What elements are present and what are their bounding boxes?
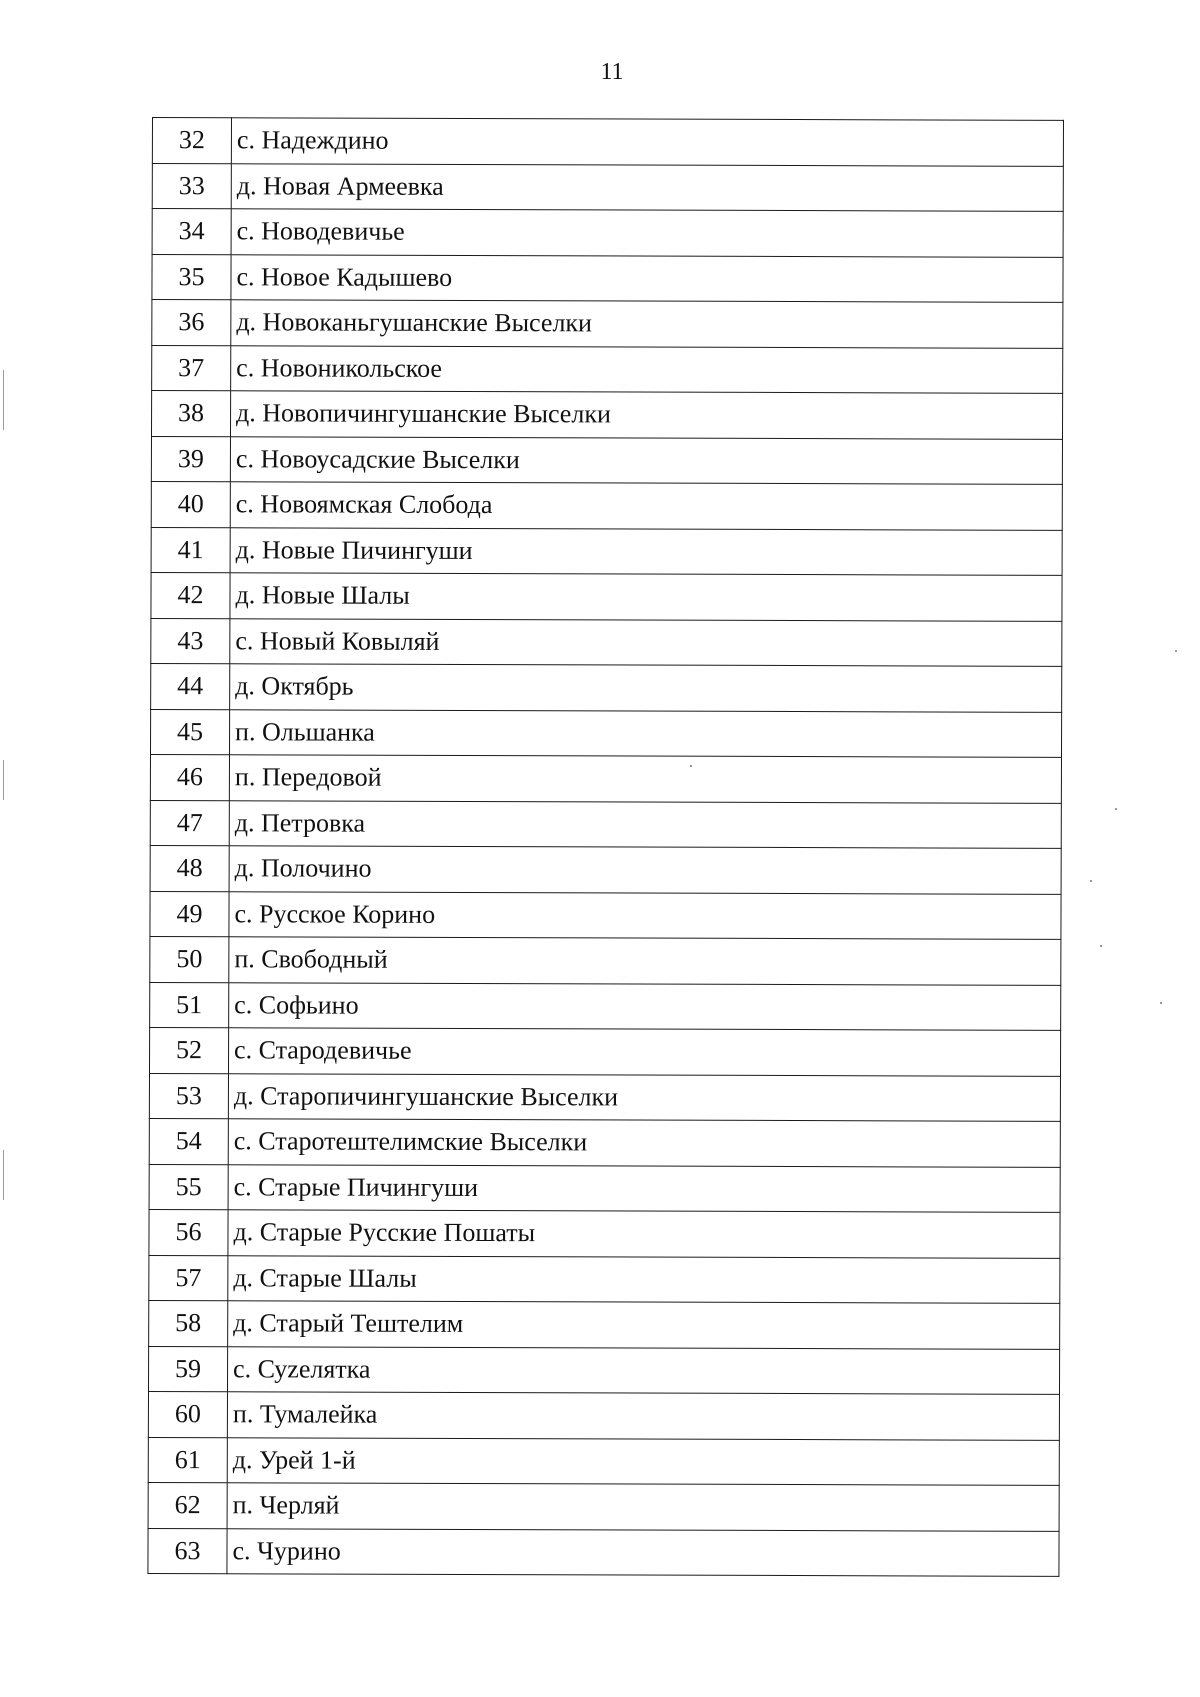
settlement-name: д. Старый Тештелим xyxy=(228,1301,1060,1349)
row-number: 40 xyxy=(151,481,230,527)
settlement-name: с. Старые Пичингуши xyxy=(228,1164,1060,1212)
scan-edge-mark xyxy=(3,370,4,430)
row-number: 56 xyxy=(149,1209,228,1255)
row-number: 38 xyxy=(151,391,230,437)
table-row xyxy=(149,1255,1060,1303)
table-row xyxy=(151,618,1062,666)
settlement-name: д. Новые Шалы xyxy=(230,573,1062,621)
scan-edge-mark xyxy=(3,1150,4,1200)
settlement-name: д. Новая Армеевка xyxy=(231,163,1063,211)
table-row xyxy=(152,300,1063,348)
row-number: 51 xyxy=(150,982,229,1028)
settlement-name: д. Новоканьгушанские Выселки xyxy=(231,300,1063,348)
settlement-name: с. Новоямская Слобода xyxy=(230,482,1062,530)
row-number: 55 xyxy=(149,1164,228,1210)
row-number: 52 xyxy=(149,1027,228,1073)
settlement-name: д. Урей 1-й xyxy=(227,1437,1059,1485)
row-number: 53 xyxy=(149,1073,228,1119)
table-row xyxy=(150,709,1061,757)
row-number: 46 xyxy=(150,754,229,800)
row-number: 54 xyxy=(149,1118,228,1164)
settlement-name: п. Тумалейка xyxy=(227,1392,1059,1440)
table-row xyxy=(150,891,1061,939)
settlement-name: п. Ольшанка xyxy=(229,709,1061,757)
row-number: 42 xyxy=(151,572,230,618)
row-number: 57 xyxy=(149,1255,228,1301)
row-number: 35 xyxy=(152,254,231,300)
row-number: 44 xyxy=(151,663,230,709)
settlement-name: с. Новоусадские Выселки xyxy=(230,436,1062,484)
row-number: 34 xyxy=(152,209,231,255)
row-number: 32 xyxy=(152,118,231,164)
table-row xyxy=(152,254,1063,302)
settlement-name: д. Октябрь xyxy=(230,664,1062,712)
table-row xyxy=(149,1118,1060,1166)
table-row xyxy=(150,936,1061,984)
table-row xyxy=(149,1073,1060,1121)
table-row xyxy=(151,527,1062,575)
table-body xyxy=(148,118,1064,1577)
scan-edge-mark xyxy=(3,760,4,800)
row-number: 58 xyxy=(149,1300,228,1346)
row-number: 33 xyxy=(152,163,231,209)
row-number: 39 xyxy=(151,436,230,482)
settlement-name: д. Старые Шалы xyxy=(228,1255,1060,1303)
scan-speck xyxy=(1090,880,1092,882)
settlement-name: д. Старопичингушанские Выселки xyxy=(228,1073,1060,1121)
settlement-name: д. Полочино xyxy=(229,846,1061,894)
table-row xyxy=(151,481,1062,529)
table-row xyxy=(150,845,1061,893)
scan-speck xyxy=(1100,945,1102,947)
settlement-name: п. Черляй xyxy=(227,1483,1059,1531)
scan-speck xyxy=(1115,808,1117,810)
settlement-name: д. Новопичингушанские Выселки xyxy=(230,391,1062,439)
table-row xyxy=(148,1391,1059,1439)
row-number: 43 xyxy=(151,618,230,664)
table-row xyxy=(151,391,1062,439)
settlement-name: с. Новое Кадышево xyxy=(231,254,1063,302)
table-row xyxy=(152,163,1063,211)
settlements-table xyxy=(147,117,1064,1577)
settlement-name: д. Старые Русские Пошаты xyxy=(228,1210,1060,1258)
table-row xyxy=(151,436,1062,484)
table-row xyxy=(148,1528,1059,1576)
settlement-name: с. Новый Ковыляй xyxy=(230,618,1062,666)
settlement-name: с. Чурино xyxy=(227,1528,1059,1576)
table-row xyxy=(149,1300,1060,1348)
row-number: 37 xyxy=(152,345,231,391)
settlement-name: д. Новые Пичингуши xyxy=(230,527,1062,575)
settlement-name: с. Новоникольское xyxy=(231,345,1063,393)
page-number: 11 xyxy=(600,59,624,85)
row-number: 63 xyxy=(148,1528,227,1574)
row-number: 50 xyxy=(150,936,229,982)
settlement-name: п. Передовой xyxy=(229,755,1061,803)
table-row xyxy=(151,572,1062,620)
row-number: 48 xyxy=(150,845,229,891)
row-number: 62 xyxy=(148,1482,227,1528)
row-number: 36 xyxy=(152,300,231,346)
settlement-name: с. Русское Корино xyxy=(229,891,1061,939)
row-number: 59 xyxy=(148,1346,227,1392)
table-row xyxy=(149,1027,1060,1075)
table-row xyxy=(152,118,1063,166)
row-number: 41 xyxy=(151,527,230,573)
settlement-name: д. Петровка xyxy=(229,800,1061,848)
settlement-name: с. Суzелятка xyxy=(227,1346,1059,1394)
table-row xyxy=(152,209,1063,257)
table-row xyxy=(149,1209,1060,1257)
table-row xyxy=(151,663,1062,711)
table-row xyxy=(149,1164,1060,1212)
row-number: 61 xyxy=(148,1437,227,1483)
table-row xyxy=(152,345,1063,393)
table-row xyxy=(148,1437,1059,1485)
row-number: 47 xyxy=(150,800,229,846)
scan-speck xyxy=(690,765,692,767)
settlement-name: с. Надеждино xyxy=(231,118,1063,166)
row-number: 49 xyxy=(150,891,229,937)
scan-speck xyxy=(1175,650,1177,652)
table-row xyxy=(150,800,1061,848)
table-row xyxy=(150,982,1061,1030)
table-row xyxy=(148,1482,1059,1530)
settlement-name: с. Новодевичье xyxy=(231,209,1063,257)
row-number: 60 xyxy=(148,1391,227,1437)
scan-speck xyxy=(1160,1002,1162,1004)
settlement-name: п. Свободный xyxy=(229,937,1061,985)
settlement-name: с. Стародевичье xyxy=(228,1028,1060,1076)
row-number: 45 xyxy=(150,709,229,755)
settlement-name: с. Старотештелимские Выселки xyxy=(228,1119,1060,1167)
table-row xyxy=(148,1346,1059,1394)
table-row xyxy=(150,754,1061,802)
settlement-name: с. Софьино xyxy=(229,982,1061,1030)
